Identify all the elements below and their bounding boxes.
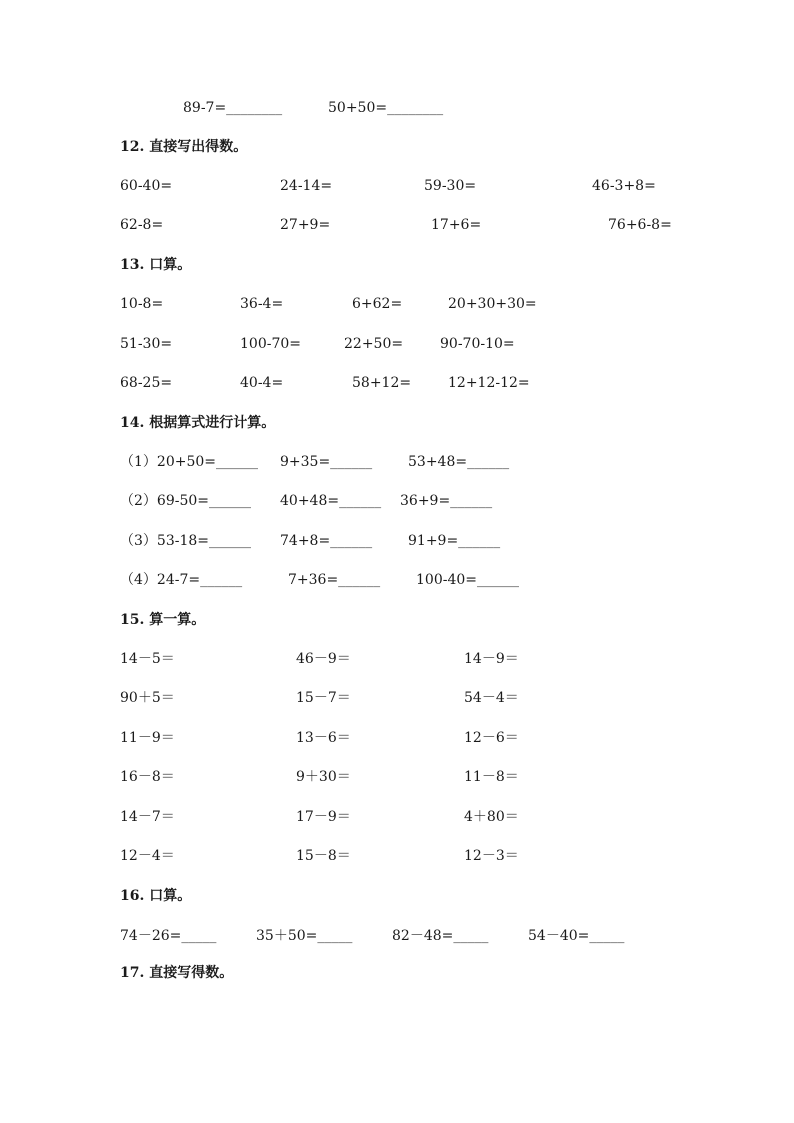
problem: 100-40=______ [416,572,519,588]
problem: 12－4＝ [120,848,175,864]
problem: 82－48=_____ [392,928,489,944]
problem: 62-8= [120,217,164,233]
problem: 40-4= [240,375,284,391]
problem: 15－8＝ [296,848,351,864]
problem: 46－9＝ [296,651,351,667]
problem: 68-25= [120,375,173,391]
problem: 40+48=______ [280,493,382,509]
problem: 20+30+30= [448,296,537,312]
problem: 11－9＝ [120,730,175,746]
problem: 15－7＝ [296,690,351,706]
problem: 16－8＝ [120,769,175,785]
problem: 74－26=_____ [120,928,217,944]
problem: （4）24-7=______ [120,572,243,588]
problem: 58+12= [352,375,412,391]
problem: 76+6-8= [608,217,672,233]
problem: 10-8= [120,296,164,312]
problem: 17+6= [431,217,482,233]
problem: 36+9=______ [400,493,493,509]
problem: 9＋30＝ [296,769,351,785]
problem: 12－3＝ [464,848,519,864]
question-title-17: 17. 直接写得数。 [120,965,234,981]
problem: 54－4＝ [464,690,519,706]
problem: 60-40= [120,178,173,194]
problem: 35＋50=_____ [256,928,353,944]
problem: 14－5＝ [120,651,175,667]
problem: 91+9=______ [408,533,501,549]
problem: 7+36=______ [288,572,381,588]
problem: 17－9＝ [296,809,351,825]
problem: 59-30= [424,178,477,194]
problem: 54－40=_____ [528,928,625,944]
problem: 6+62= [352,296,403,312]
problem: 100-70= [240,336,301,352]
problem: 90-70-10= [440,336,515,352]
problem: 50+50=________ [328,100,444,116]
question-title-12: 12. 直接写出得数。 [120,139,248,155]
problem: 46-3+8= [592,178,656,194]
problem: 27+9= [280,217,331,233]
problem: 74+8=______ [280,533,373,549]
problem: 36-4= [240,296,284,312]
problem: （3）53-18=______ [120,533,251,549]
problem: 22+50= [344,336,404,352]
question-title-13: 13. 口算。 [120,257,192,273]
problem: 12+12-12= [448,375,530,391]
problem: 13－6＝ [296,730,351,746]
problem: 9+35=______ [280,454,373,470]
problem: 4＋80＝ [464,809,519,825]
problem: 90＋5＝ [120,690,175,706]
problem: 53+48=______ [408,454,510,470]
question-title-15: 15. 算一算。 [120,612,206,628]
problem: 14－9＝ [464,651,519,667]
problem: 12－6＝ [464,730,519,746]
problem: 89-7=________ [183,100,283,116]
problem: 24-14= [280,178,333,194]
problem: （1）20+50=______ [120,454,258,470]
question-title-14: 14. 根据算式进行计算。 [120,415,276,431]
problem: （2）69-50=______ [120,493,251,509]
problem: 11－8＝ [464,769,519,785]
problem: 51-30= [120,336,173,352]
question-title-16: 16. 口算。 [120,888,192,904]
problem: 14－7＝ [120,809,175,825]
